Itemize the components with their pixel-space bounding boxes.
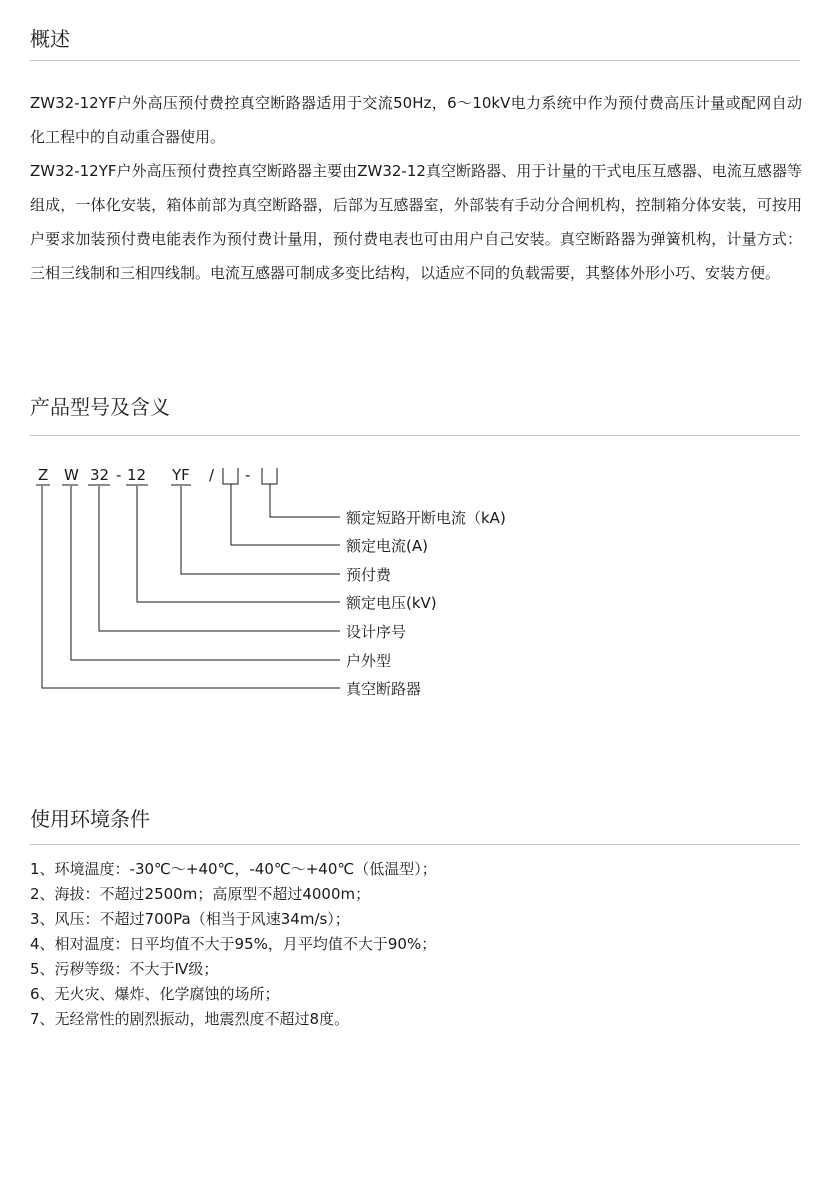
environment-divider: [30, 844, 800, 845]
model-divider: [30, 435, 800, 436]
code-w: W: [64, 466, 79, 484]
environment-list: [30, 857, 437, 1032]
code-yf: YF: [172, 466, 190, 484]
code-32: 32: [90, 466, 110, 484]
model-title: 产品型号及含义: [30, 395, 170, 419]
overview-title: 概述: [30, 27, 70, 51]
meaning-outdoor-type: 户外型: [346, 652, 392, 670]
list-item: 5、污秽等级：不大于Ⅳ级；: [30, 960, 219, 978]
code-dash: -: [116, 466, 122, 484]
meaning-vacuum-breaker: 真空断路器: [346, 680, 422, 698]
list-item: 1、环境温度：-30℃～+40℃，-40℃～+40℃（低温型）；: [30, 860, 437, 878]
overview-divider: [30, 60, 800, 61]
meaning-rated-voltage: 额定电压(kV): [346, 594, 437, 612]
list-item: 6、无火灾、爆炸、化学腐蚀的场所；: [30, 985, 280, 1003]
current-placeholder-box: [223, 468, 238, 484]
overview-paragraph-1: ZW32-12YF户外高压预付费控真空断路器适用于交流50Hz，6～10kV电力系统中作为预付费高压计量或配网自动化工程中的自动重合器使用。: [30, 94, 802, 146]
code-dash-2: -: [245, 466, 251, 484]
code-slash: /: [209, 466, 215, 484]
model-code-diagram: [0, 455, 560, 705]
list-item: 4、相对温度：日平均值不大于95%，月平均值不大于90%；: [30, 935, 437, 953]
list-item: 2、海拔：不超过2500m；高原型不超过4000m；: [30, 885, 371, 903]
meaning-breaking-current: 额定短路开断电流（kA): [346, 509, 506, 527]
meaning-rated-current: 额定电流(A): [346, 537, 428, 555]
list-item: 7、无经常性的剧烈振动，地震烈度不超过8度。: [30, 1010, 350, 1028]
meaning-prepaid: 预付费: [346, 566, 392, 584]
code-12: 12: [127, 466, 147, 484]
code-z: Z: [38, 466, 49, 484]
list-item: 3、风压：不超过700Pa（相当于风速34m/s）；: [30, 910, 350, 928]
meaning-design-number: 设计序号: [346, 623, 407, 641]
environment-title: 使用环境条件: [30, 807, 150, 831]
overview-paragraph-2: ZW32-12YF户外高压预付费控真空断路器主要由ZW32-12真空断路器、用于计量的干式电压互感器、电流互感器等组成，一体化安装，箱体前部为真空断路器，后部为互感器室，外部装有手动分合闸机构，控制箱分体安装，可按用户要求加装预付费电能表作为预付费计量用，预付费电表也可由用户自己安装。真空断路器为弹簧机构，计量方式： 三相三线制和三相四线制。电流互感器可制成多变比结构，以适应不同的负载需要，其整体外形小巧、安装方便。: [30, 162, 802, 282]
breaking-current-placeholder-box: [262, 468, 277, 484]
